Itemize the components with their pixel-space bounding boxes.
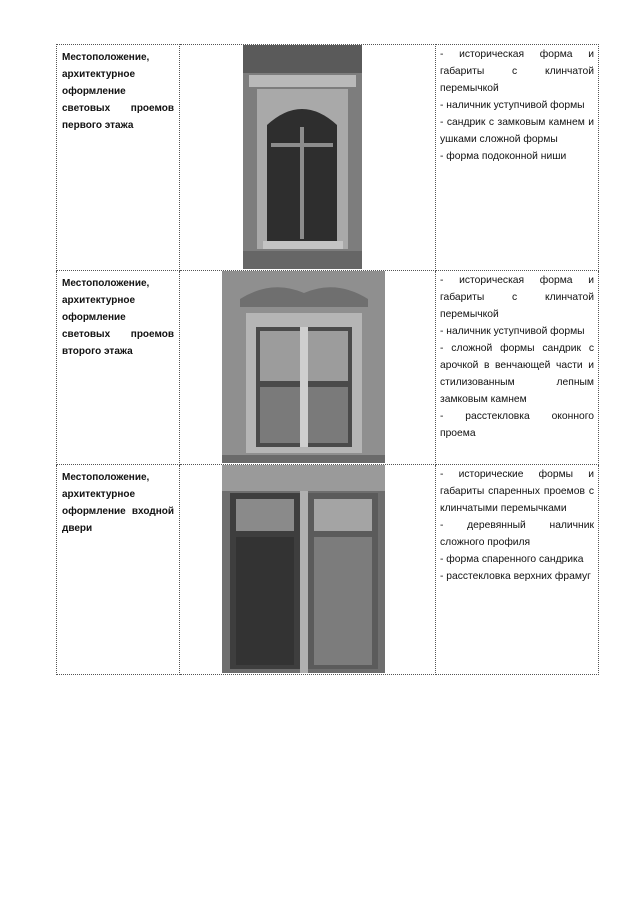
feature-item: - расстекловка оконного проема xyxy=(440,411,594,439)
entrance-door-photo xyxy=(222,465,385,673)
feature-item: - историческая форма и габариты с клинчатой перемычкой xyxy=(440,275,594,320)
photo-cell xyxy=(180,271,436,465)
feature-item: - наличник уступчивой формы xyxy=(440,100,585,111)
features-cell xyxy=(436,271,599,465)
feature-item: - расстекловка верхних фрамуг xyxy=(440,571,591,582)
feature-item: - форма подоконной ниши xyxy=(440,151,567,162)
element-label: Местоположение, архитектурное оформление входной двери xyxy=(57,465,180,675)
features-cell xyxy=(436,45,599,271)
feature-item: - деревянный наличник сложного профиля xyxy=(440,520,594,548)
feature-item: - историческая форма и габариты с клинчатой перемычкой xyxy=(440,49,594,94)
feature-item: - сложной формы сандрик с арочкой в венчающей части и стилизованным лепным замковым камнем xyxy=(440,343,594,405)
photo-cell xyxy=(180,45,436,271)
feature-item: - наличник уступчивой формы xyxy=(440,326,585,337)
element-label: Местоположение, архитектурное оформление световых проемов второго этажа xyxy=(57,271,180,465)
window-first-floor-photo xyxy=(243,45,362,269)
feature-item: - форма спаренного сандрика xyxy=(440,554,584,565)
element-label: Местоположение, архитектурное оформление световых проемов первого этажа xyxy=(57,45,180,271)
table-row xyxy=(57,465,599,675)
table-row xyxy=(57,271,599,465)
elements-table xyxy=(56,44,599,675)
feature-item: - сандрик с замковым камнем и ушками сложной формы xyxy=(440,117,594,145)
window-second-floor-photo xyxy=(222,271,385,463)
photo-cell xyxy=(180,465,436,675)
feature-item: - исторические формы и габариты спаренных проемов с клинчатыми перемычками xyxy=(440,469,594,514)
features-cell xyxy=(436,465,599,675)
table-row xyxy=(57,45,599,271)
